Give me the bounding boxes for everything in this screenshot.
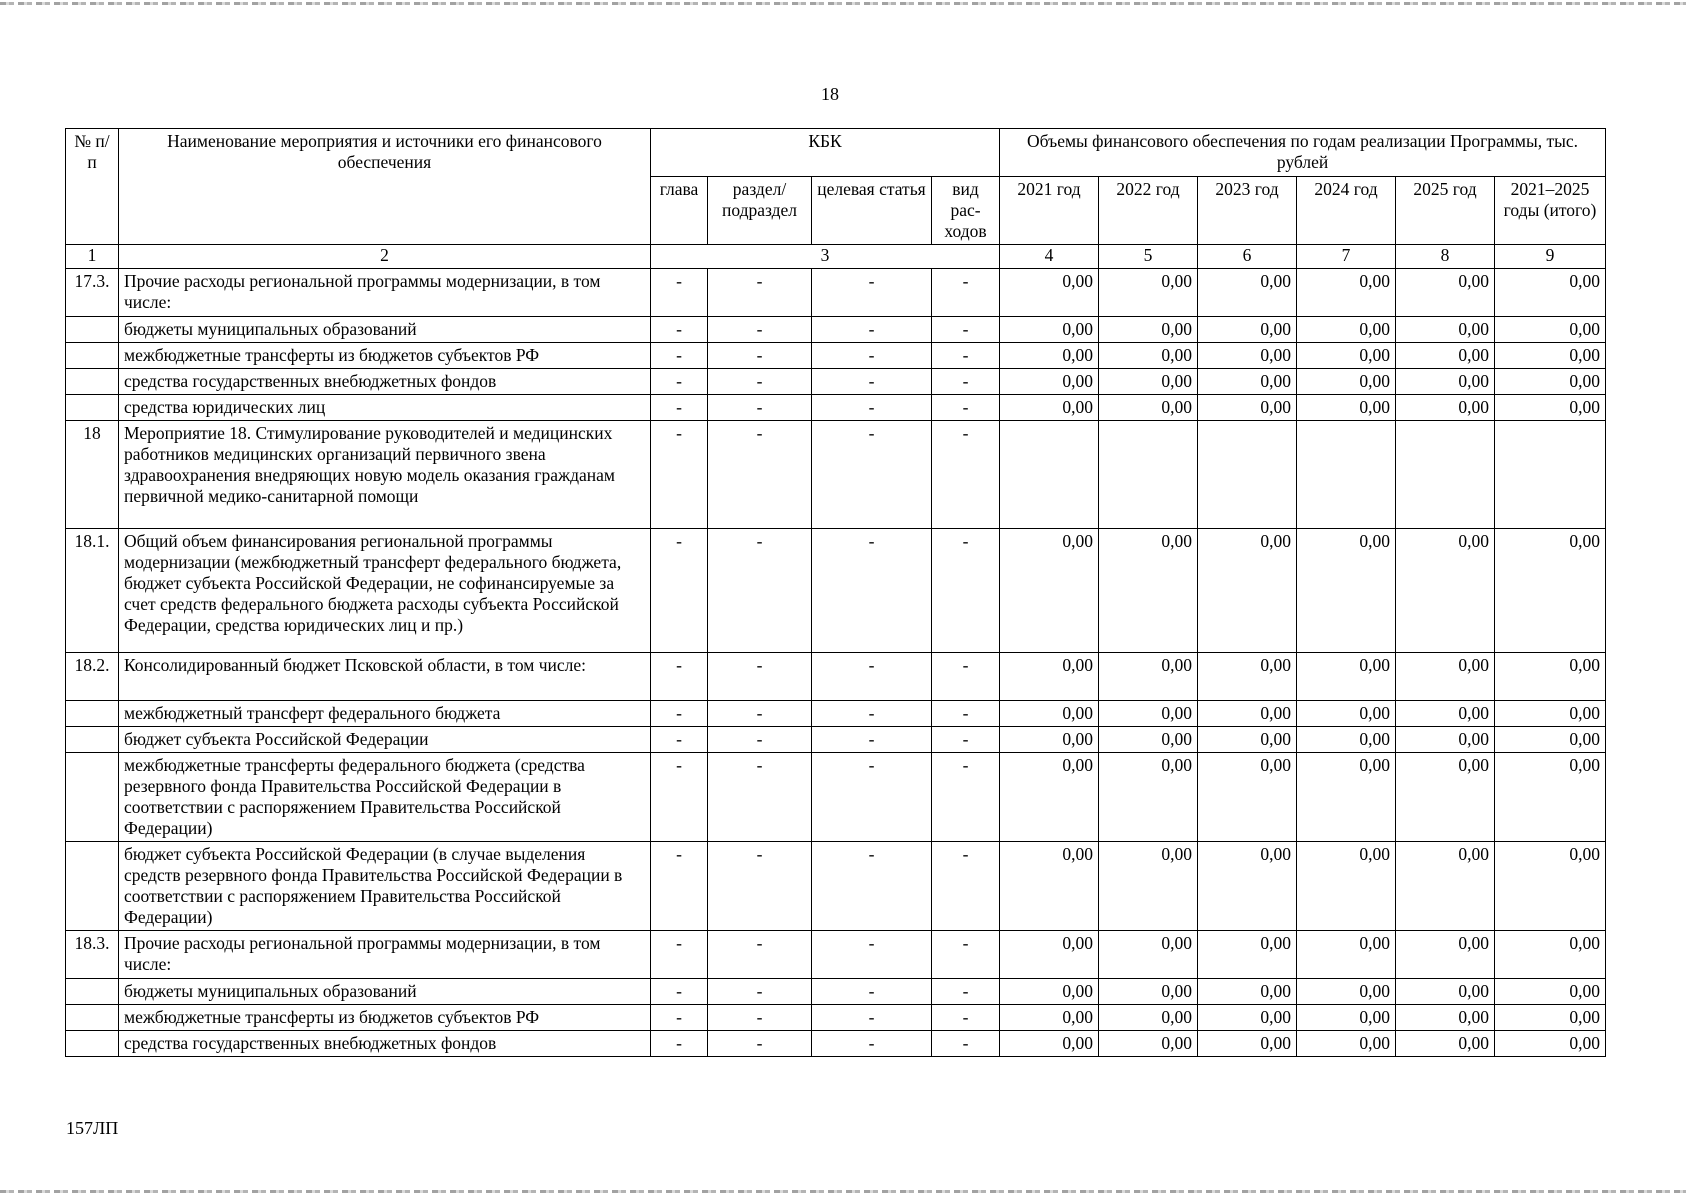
kbk-cell: - xyxy=(932,369,1000,395)
kbk-cell: - xyxy=(651,369,708,395)
value-cell: 0,00 xyxy=(1000,269,1099,317)
kbk-cell: - xyxy=(651,421,708,529)
row-name: бюджеты муниципальных образований xyxy=(119,979,651,1005)
kbk-cell: - xyxy=(932,727,1000,753)
row-number xyxy=(66,1005,119,1031)
table-row xyxy=(66,979,1606,1005)
value-cell: 0,00 xyxy=(1099,979,1198,1005)
value-cell: 0,00 xyxy=(1396,701,1495,727)
value-cell: 0,00 xyxy=(1495,653,1606,701)
kbk-cell: - xyxy=(812,842,932,931)
kbk-cell: - xyxy=(812,979,932,1005)
row-number xyxy=(66,727,119,753)
value-cell: 0,00 xyxy=(1099,317,1198,343)
value-cell: 0,00 xyxy=(1495,753,1606,842)
value-cell: 0,00 xyxy=(1198,317,1297,343)
row-number: 17.3. xyxy=(66,269,119,317)
row-number xyxy=(66,701,119,727)
value-cell: 0,00 xyxy=(1099,1031,1198,1057)
value-cell: 0,00 xyxy=(1297,727,1396,753)
value-cell xyxy=(1396,421,1495,529)
kbk-cell: - xyxy=(812,701,932,727)
index-cell: 6 xyxy=(1198,245,1297,269)
header-celevaya: целевая статья xyxy=(812,177,932,245)
value-cell: 0,00 xyxy=(1297,1031,1396,1057)
value-cell xyxy=(1297,421,1396,529)
value-cell: 0,00 xyxy=(1198,653,1297,701)
value-cell: 0,00 xyxy=(1198,343,1297,369)
row-name: Прочие расходы региональной программы модернизации, в том числе: xyxy=(119,269,651,317)
kbk-cell: - xyxy=(651,931,708,979)
kbk-cell: - xyxy=(651,653,708,701)
value-cell: 0,00 xyxy=(1000,317,1099,343)
value-cell: 0,00 xyxy=(1000,979,1099,1005)
kbk-cell: - xyxy=(932,269,1000,317)
header-year: 2022 год xyxy=(1099,177,1198,245)
kbk-cell: - xyxy=(708,842,812,931)
kbk-cell: - xyxy=(651,1005,708,1031)
value-cell: 0,00 xyxy=(1297,343,1396,369)
kbk-cell: - xyxy=(708,369,812,395)
index-cell: 2 xyxy=(119,245,651,269)
index-cell: 5 xyxy=(1099,245,1198,269)
value-cell: 0,00 xyxy=(1099,1005,1198,1031)
table-row xyxy=(66,842,1606,931)
value-cell: 0,00 xyxy=(1198,727,1297,753)
value-cell: 0,00 xyxy=(1297,1005,1396,1031)
value-cell: 0,00 xyxy=(1495,343,1606,369)
kbk-cell: - xyxy=(932,701,1000,727)
value-cell: 0,00 xyxy=(1198,1031,1297,1057)
row-name: межбюджетный трансферт федерального бюджета xyxy=(119,701,651,727)
table-row xyxy=(66,343,1606,369)
kbk-cell: - xyxy=(708,343,812,369)
page-number: 18 xyxy=(821,84,839,104)
value-cell xyxy=(1495,421,1606,529)
value-cell: 0,00 xyxy=(1495,395,1606,421)
kbk-cell: - xyxy=(932,979,1000,1005)
value-cell: 0,00 xyxy=(1297,395,1396,421)
value-cell: 0,00 xyxy=(1396,653,1495,701)
scan-edge-top xyxy=(0,2,1686,5)
row-name: Прочие расходы региональной программы модернизации, в том числе: xyxy=(119,931,651,979)
value-cell: 0,00 xyxy=(1000,753,1099,842)
row-number xyxy=(66,395,119,421)
kbk-cell: - xyxy=(708,529,812,653)
header-year-total: 2021–2025 годы (итого) xyxy=(1495,177,1606,245)
kbk-cell: - xyxy=(812,931,932,979)
value-cell: 0,00 xyxy=(1099,269,1198,317)
kbk-cell: - xyxy=(651,395,708,421)
kbk-cell: - xyxy=(651,343,708,369)
kbk-cell: - xyxy=(708,653,812,701)
header-year: 2021 год xyxy=(1000,177,1099,245)
header-kbk: КБК xyxy=(651,129,1000,177)
value-cell: 0,00 xyxy=(1198,979,1297,1005)
kbk-cell: - xyxy=(708,317,812,343)
kbk-cell: - xyxy=(812,1031,932,1057)
kbk-cell: - xyxy=(932,931,1000,979)
table-row xyxy=(66,1005,1606,1031)
row-name: Мероприятие 18. Стимулирование руководителей и медицинских работников медицинских организаций первичного звена здравоохранения внедряющих новую модель оказания гражданам первичной медико-санитарной помощи xyxy=(119,421,651,529)
value-cell: 0,00 xyxy=(1495,701,1606,727)
header-razdel: раздел/ подраздел xyxy=(708,177,812,245)
kbk-cell: - xyxy=(932,1005,1000,1031)
value-cell: 0,00 xyxy=(1495,931,1606,979)
value-cell: 0,00 xyxy=(1000,842,1099,931)
value-cell: 0,00 xyxy=(1297,369,1396,395)
table-row xyxy=(66,269,1606,317)
row-number xyxy=(66,842,119,931)
financing-table xyxy=(65,128,1606,1057)
kbk-cell: - xyxy=(932,317,1000,343)
value-cell: 0,00 xyxy=(1198,529,1297,653)
kbk-cell: - xyxy=(708,979,812,1005)
value-cell: 0,00 xyxy=(1396,395,1495,421)
row-number xyxy=(66,753,119,842)
value-cell: 0,00 xyxy=(1396,529,1495,653)
value-cell: 0,00 xyxy=(1495,1031,1606,1057)
value-cell: 0,00 xyxy=(1495,1005,1606,1031)
kbk-cell: - xyxy=(651,1031,708,1057)
row-name: межбюджетные трансферты федерального бюджета (средства резервного фонда Правительства Российской Федерации в соответствии с распоряжением Правительства Российской Федерации) xyxy=(119,753,651,842)
value-cell: 0,00 xyxy=(1297,931,1396,979)
kbk-cell: - xyxy=(708,701,812,727)
value-cell: 0,00 xyxy=(1396,931,1495,979)
row-name: средства юридических лиц xyxy=(119,395,651,421)
value-cell: 0,00 xyxy=(1000,653,1099,701)
kbk-cell: - xyxy=(812,395,932,421)
value-cell: 0,00 xyxy=(1396,842,1495,931)
row-number: 18 xyxy=(66,421,119,529)
value-cell: 0,00 xyxy=(1099,727,1198,753)
row-name: бюджет субъекта Российской Федерации (в случае выделения средств резервного фонда Правительства Российской Федерации в соответствии с распоряжением Правительства Российской Федерации) xyxy=(119,842,651,931)
row-name: межбюджетные трансферты из бюджетов субъектов РФ xyxy=(119,1005,651,1031)
value-cell xyxy=(1000,421,1099,529)
index-cell: 8 xyxy=(1396,245,1495,269)
value-cell: 0,00 xyxy=(1495,979,1606,1005)
kbk-cell: - xyxy=(812,421,932,529)
table-row xyxy=(66,421,1606,529)
kbk-cell: - xyxy=(651,979,708,1005)
row-number: 18.2. xyxy=(66,653,119,701)
index-cell: 3 xyxy=(651,245,1000,269)
value-cell: 0,00 xyxy=(1297,842,1396,931)
kbk-cell: - xyxy=(812,369,932,395)
row-name: межбюджетные трансферты из бюджетов субъектов РФ xyxy=(119,343,651,369)
value-cell: 0,00 xyxy=(1099,931,1198,979)
table-row xyxy=(66,727,1606,753)
value-cell: 0,00 xyxy=(1396,753,1495,842)
value-cell: 0,00 xyxy=(1495,842,1606,931)
header-year: 2025 год xyxy=(1396,177,1495,245)
value-cell: 0,00 xyxy=(1099,369,1198,395)
kbk-cell: - xyxy=(708,727,812,753)
kbk-cell: - xyxy=(651,842,708,931)
value-cell: 0,00 xyxy=(1297,653,1396,701)
row-name: Консолидированный бюджет Псковской области, в том числе: xyxy=(119,653,651,701)
value-cell: 0,00 xyxy=(1099,842,1198,931)
value-cell: 0,00 xyxy=(1495,369,1606,395)
value-cell: 0,00 xyxy=(1396,1031,1495,1057)
value-cell: 0,00 xyxy=(1297,317,1396,343)
value-cell xyxy=(1198,421,1297,529)
value-cell: 0,00 xyxy=(1099,395,1198,421)
header-glava: глава xyxy=(651,177,708,245)
value-cell: 0,00 xyxy=(1396,369,1495,395)
value-cell: 0,00 xyxy=(1297,753,1396,842)
kbk-cell: - xyxy=(708,421,812,529)
index-cell: 7 xyxy=(1297,245,1396,269)
row-number xyxy=(66,1031,119,1057)
table-row xyxy=(66,753,1606,842)
scan-edge-bottom xyxy=(0,1190,1686,1193)
value-cell: 0,00 xyxy=(1495,529,1606,653)
value-cell: 0,00 xyxy=(1099,343,1198,369)
table-row xyxy=(66,653,1606,701)
value-cell: 0,00 xyxy=(1495,269,1606,317)
kbk-cell: - xyxy=(651,753,708,842)
header-name: Наименование мероприятия и источники его финансового обеспечения xyxy=(119,129,651,245)
value-cell: 0,00 xyxy=(1000,701,1099,727)
value-cell: 0,00 xyxy=(1396,317,1495,343)
index-cell: 9 xyxy=(1495,245,1606,269)
value-cell: 0,00 xyxy=(1000,931,1099,979)
kbk-cell: - xyxy=(708,1031,812,1057)
row-number xyxy=(66,979,119,1005)
row-number xyxy=(66,317,119,343)
kbk-cell: - xyxy=(932,421,1000,529)
kbk-cell: - xyxy=(651,701,708,727)
row-name: бюджет субъекта Российской Федерации xyxy=(119,727,651,753)
row-number xyxy=(66,343,119,369)
value-cell: 0,00 xyxy=(1297,529,1396,653)
kbk-cell: - xyxy=(932,395,1000,421)
kbk-cell: - xyxy=(812,269,932,317)
row-number xyxy=(66,369,119,395)
value-cell: 0,00 xyxy=(1297,269,1396,317)
kbk-cell: - xyxy=(932,529,1000,653)
table-row xyxy=(66,529,1606,653)
table-row xyxy=(66,931,1606,979)
value-cell: 0,00 xyxy=(1198,269,1297,317)
row-number: 18.1. xyxy=(66,529,119,653)
kbk-cell: - xyxy=(651,529,708,653)
value-cell: 0,00 xyxy=(1000,343,1099,369)
kbk-cell: - xyxy=(812,1005,932,1031)
row-name: Общий объем финансирования региональной программы модернизации (межбюджетный трансферт федерального бюджета, бюджет субъекта Российской Федерации, не софинансируемые за счет средств федерального бюджета расходы субъекта Российской Федерации, средства юридических лиц и пр.) xyxy=(119,529,651,653)
value-cell: 0,00 xyxy=(1099,653,1198,701)
value-cell: 0,00 xyxy=(1396,269,1495,317)
value-cell: 0,00 xyxy=(1000,529,1099,653)
index-cell: 1 xyxy=(66,245,119,269)
value-cell: 0,00 xyxy=(1099,701,1198,727)
row-name: средства государственных внебюджетных фондов xyxy=(119,1031,651,1057)
header-year: 2024 год xyxy=(1297,177,1396,245)
kbk-cell: - xyxy=(812,529,932,653)
kbk-cell: - xyxy=(708,269,812,317)
header-year: 2023 год xyxy=(1198,177,1297,245)
table-row xyxy=(66,701,1606,727)
value-cell: 0,00 xyxy=(1297,701,1396,727)
kbk-cell: - xyxy=(932,1031,1000,1057)
value-cell: 0,00 xyxy=(1099,529,1198,653)
value-cell: 0,00 xyxy=(1000,395,1099,421)
value-cell: 0,00 xyxy=(1198,931,1297,979)
kbk-cell: - xyxy=(812,727,932,753)
value-cell: 0,00 xyxy=(1198,842,1297,931)
value-cell: 0,00 xyxy=(1000,369,1099,395)
value-cell xyxy=(1099,421,1198,529)
value-cell: 0,00 xyxy=(1396,727,1495,753)
kbk-cell: - xyxy=(708,395,812,421)
kbk-cell: - xyxy=(708,1005,812,1031)
table-row xyxy=(66,1031,1606,1057)
kbk-cell: - xyxy=(932,842,1000,931)
value-cell: 0,00 xyxy=(1198,753,1297,842)
kbk-cell: - xyxy=(651,727,708,753)
footer-code: 157ЛП xyxy=(66,1118,119,1138)
kbk-cell: - xyxy=(812,343,932,369)
table-row xyxy=(66,395,1606,421)
kbk-cell: - xyxy=(932,653,1000,701)
value-cell: 0,00 xyxy=(1000,1005,1099,1031)
value-cell: 0,00 xyxy=(1000,1031,1099,1057)
header-volumes: Объемы финансового обеспечения по годам реализации Программы, тыс. рублей xyxy=(1000,129,1606,177)
value-cell: 0,00 xyxy=(1495,317,1606,343)
value-cell: 0,00 xyxy=(1396,979,1495,1005)
row-name: бюджеты муниципальных образований xyxy=(119,317,651,343)
value-cell: 0,00 xyxy=(1198,701,1297,727)
value-cell: 0,00 xyxy=(1396,343,1495,369)
value-cell: 0,00 xyxy=(1297,979,1396,1005)
kbk-cell: - xyxy=(812,753,932,842)
table-row xyxy=(66,369,1606,395)
value-cell: 0,00 xyxy=(1198,369,1297,395)
table-row xyxy=(66,317,1606,343)
value-cell: 0,00 xyxy=(1000,727,1099,753)
kbk-cell: - xyxy=(708,931,812,979)
kbk-cell: - xyxy=(932,753,1000,842)
header-vid: вид рас-ходов xyxy=(932,177,1000,245)
header-num: № п/п xyxy=(66,129,119,245)
kbk-cell: - xyxy=(651,269,708,317)
row-number: 18.3. xyxy=(66,931,119,979)
kbk-cell: - xyxy=(812,653,932,701)
kbk-cell: - xyxy=(932,343,1000,369)
kbk-cell: - xyxy=(708,753,812,842)
row-name: средства государственных внебюджетных фондов xyxy=(119,369,651,395)
value-cell: 0,00 xyxy=(1198,395,1297,421)
kbk-cell: - xyxy=(651,317,708,343)
index-cell: 4 xyxy=(1000,245,1099,269)
value-cell: 0,00 xyxy=(1198,1005,1297,1031)
value-cell: 0,00 xyxy=(1099,753,1198,842)
value-cell: 0,00 xyxy=(1495,727,1606,753)
kbk-cell: - xyxy=(812,317,932,343)
value-cell: 0,00 xyxy=(1396,1005,1495,1031)
